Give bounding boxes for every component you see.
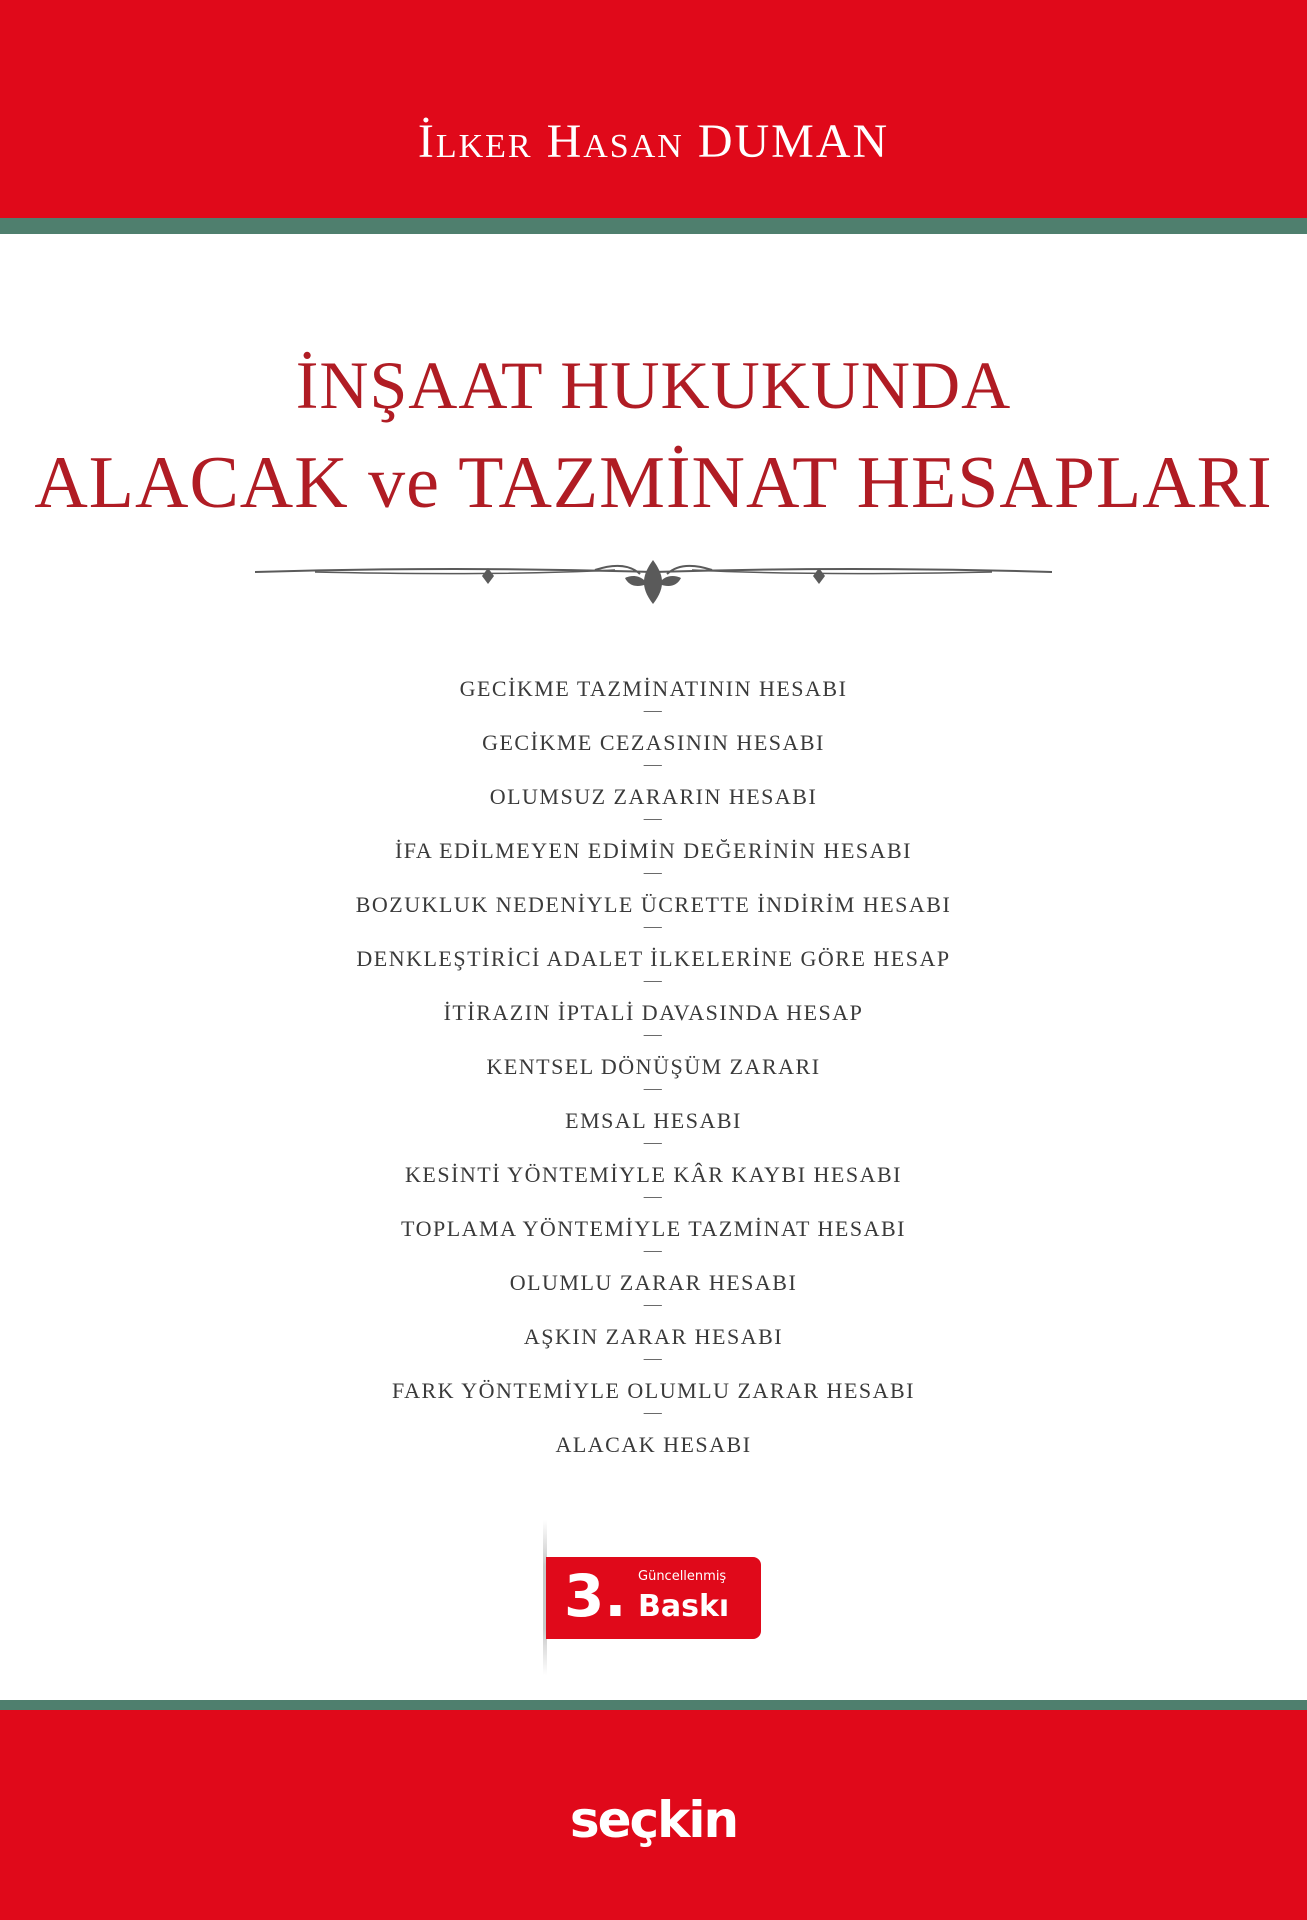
topic-item	[0, 946, 1307, 1000]
edition-badge	[546, 1557, 761, 1639]
topic-separator: —	[643, 1132, 664, 1152]
topic-label: GECİKME TAZMİNATININ HESABI	[459, 676, 848, 701]
topic-item	[0, 1432, 1307, 1486]
topic-label: BOZUKLUK NEDENİYLE ÜCRETTE İNDİRİM HESABI	[355, 892, 952, 917]
topic-label: İFA EDİLMEYEN EDİMİN DEĞERİNİN HESABI	[394, 838, 913, 863]
topic-separator: —	[643, 862, 664, 882]
topic-item	[0, 1324, 1307, 1378]
topic-separator: —	[643, 1402, 664, 1422]
topic-item	[0, 784, 1307, 838]
topic-separator: —	[643, 970, 664, 990]
topic-label: DENKLEŞTİRİCİ ADALET İLKELERİNE GÖRE HESAP	[356, 946, 951, 971]
topic-item	[0, 1216, 1307, 1270]
topic-item	[0, 892, 1307, 946]
topic-separator: —	[643, 1024, 664, 1044]
publisher-logo: seçkin	[569, 1791, 738, 1849]
topic-label: OLUMLU ZARAR HESABI	[509, 1270, 798, 1295]
edition-number: 3.	[564, 1562, 627, 1630]
bottom-green-stripe	[0, 1700, 1307, 1710]
topic-item	[0, 1270, 1307, 1324]
topic-separator: —	[643, 1348, 664, 1368]
topic-separator: —	[643, 700, 664, 720]
topic-separator: —	[643, 1240, 664, 1260]
topic-item	[0, 838, 1307, 892]
topic-item	[0, 676, 1307, 730]
book-title-line-2: ALACAK ve TAZMİNAT HESAPLARI	[34, 442, 1273, 524]
topic-separator: —	[643, 1186, 664, 1206]
topic-item	[0, 1054, 1307, 1108]
edition-updated-label: Güncellenmiş	[638, 1569, 727, 1584]
topic-separator: —	[643, 1078, 664, 1098]
topic-item	[0, 730, 1307, 784]
topic-item	[0, 1108, 1307, 1162]
topic-label: KENTSEL DÖNÜŞÜM ZARARI	[486, 1054, 821, 1079]
topic-label: KESİNTİ YÖNTEMİYLE KÂR KAYBI HESABI	[405, 1162, 902, 1187]
book-title-line-1: İNŞAAT HUKUKUNDA	[295, 347, 1012, 423]
topic-separator: —	[643, 1294, 664, 1314]
ornament-divider-icon	[255, 556, 1052, 612]
top-green-stripe	[0, 218, 1307, 234]
author-name: İlker Hasan DUMAN	[417, 115, 890, 168]
topic-label: ALACAK HESABI	[555, 1432, 752, 1457]
topic-separator: —	[643, 754, 664, 774]
topic-separator: —	[643, 808, 664, 828]
topic-label: GECİKME CEZASININ HESABI	[482, 730, 825, 755]
topic-label: OLUMSUZ ZARARIN HESABI	[489, 784, 818, 809]
topic-label: İTİRAZIN İPTALİ DAVASINDA HESAP	[443, 1000, 864, 1025]
edition-label: Baskı	[638, 1589, 730, 1624]
topic-item	[0, 1378, 1307, 1432]
topic-label: FARK YÖNTEMİYLE OLUMLU ZARAR HESABI	[391, 1378, 916, 1403]
top-red-band	[0, 0, 1307, 218]
topic-separator: —	[643, 916, 664, 936]
topic-label: AŞKIN ZARAR HESABI	[523, 1324, 784, 1349]
topic-item	[0, 1000, 1307, 1054]
topic-label: TOPLAMA YÖNTEMİYLE TAZMİNAT HESABI	[401, 1216, 906, 1241]
topic-list	[0, 676, 1307, 1486]
topic-label: EMSAL HESABI	[565, 1108, 742, 1133]
topic-item	[0, 1162, 1307, 1216]
